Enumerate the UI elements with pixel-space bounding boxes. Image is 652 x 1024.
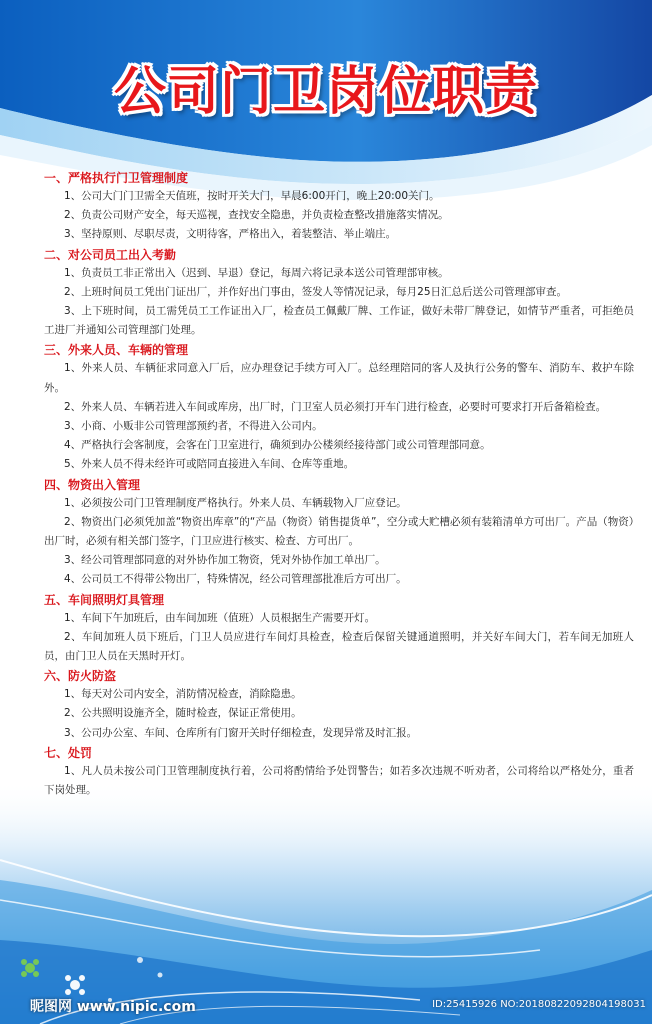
section-item: 1、凡人员未按公司门卫管理制度执行着，公司将酌情给予处罚警告；如若多次违规不听劝者，公司将给以严格处分，重者下岗处理。 <box>44 764 634 797</box>
section-heading: 七、处罚 <box>44 745 93 760</box>
section-heading: 四、物资出入管理 <box>44 477 141 492</box>
section-item: 1、每天对公司内安全，消防情况检查，消除隐患。 <box>64 688 302 701</box>
section-item: 3、上下班时间，员工需凭员工工作证出入厂，检查员工佩戴厂牌、工作证，做好未带厂牌登记，如情节严重者，可拒绝员工进厂并通知公司管理部门处理。 <box>44 305 634 337</box>
section-heading: 五、车间照明灯具管理 <box>44 592 165 607</box>
section-item: 2、公共照明设施齐全，随时检查，保证正常使用。 <box>64 707 302 720</box>
section-item: 1、必须按公司门卫管理制度严格执行。外来人员、车辆载物入厂应登记。 <box>64 496 407 509</box>
section-7 <box>44 744 634 800</box>
section-item: 1、负责员工非正常出入（迟到、早退）登记，每周六将记录本送公司管理部审核。 <box>64 266 449 279</box>
section-3 <box>44 341 634 474</box>
section-item: 4、严格执行会客制度，会客在门卫室进行，确须到办公楼须经接待部门或公司管理部同意。 <box>64 439 491 452</box>
section-heading: 六、防火防盗 <box>44 669 117 684</box>
image-id-text: ID:25415926 NO:20180822092804198031 <box>432 999 646 1010</box>
section-heading: 三、外来人员、车辆的管理 <box>44 343 189 358</box>
section-item: 2、外来人员、车辆若进入车间或库房，出厂时，门卫室人员必须打开车门进行检查，必要时可要求打开后备箱检查。 <box>64 400 607 413</box>
section-item: 1、外来人员、车辆征求同意入厂后，应办理登记手续方可入厂。总经理陪同的客人及执行公务的警车、消防车、救护车除外。 <box>44 362 634 394</box>
section-4 <box>44 476 634 590</box>
section-item: 2、车间加班人员下班后，门卫人员应进行车间灯具检查，检查后保留关键通道照明，并关好车间大门，若车间无加班人员，由门卫人员在天黑时开灯。 <box>44 630 634 663</box>
section-item: 1、公司大门门卫需全天值班，按时开关大门，早晨6:00开门，晚上20:00关门。 <box>64 190 440 202</box>
section-2 <box>44 246 634 341</box>
section-1 <box>44 169 634 245</box>
section-item: 3、公司办公室、车间、仓库所有门窗开关时仔细检查，发现异常及时汇报。 <box>64 726 418 739</box>
watermark-text: 昵图网 www.nipic.com <box>30 999 196 1015</box>
section-item: 5、外来人员不得未经许可或陪同直接进入车间、仓库等重地。 <box>64 458 355 471</box>
page-title: 公司门卫岗位职责 <box>113 62 538 122</box>
section-item: 3、小商、小贩非公司管理部预约者，不得进入公司内。 <box>64 420 323 433</box>
section-item: 1、车间下午加班后，由车间加班（值班）人员根据生产需要开灯。 <box>64 611 376 624</box>
section-item: 3、坚持原则、尽职尽责，文明待客，严格出入，着装整洁、举止端庄。 <box>64 228 397 241</box>
section-heading: 二、对公司员工出入考勤 <box>44 247 177 262</box>
section-item: 2、上班时间员工凭出门证出厂，并作好出门事由，签发人等情况记录，每月25日汇总后送公司管理部审查。 <box>64 285 568 298</box>
section-5 <box>44 591 634 667</box>
section-heading: 一、严格执行门卫管理制度 <box>44 171 189 185</box>
duty-content <box>44 168 634 800</box>
section-6 <box>44 667 634 743</box>
section-item: 3、经公司管理部同意的对外协作加工物资，凭对外协作加工单出厂。 <box>64 554 386 567</box>
section-item: 4、公司员工不得带公物出厂，特殊情况，经公司管理部批准后方可出厂。 <box>64 573 407 586</box>
section-item: 2、物资出门必须凭加盖“物资出库章”的“产品（物资）销售提货单”，空分或大贮槽必须有装箱清单方可出厂。产品（物资）出厂时，必须有相关部门签字，门卫应进行核实、检查、方可出厂。 <box>44 515 634 548</box>
section-item: 2、负责公司财产安全，每天巡视，查找安全隐患，并负责检查整改措施落实情况。 <box>64 209 449 222</box>
